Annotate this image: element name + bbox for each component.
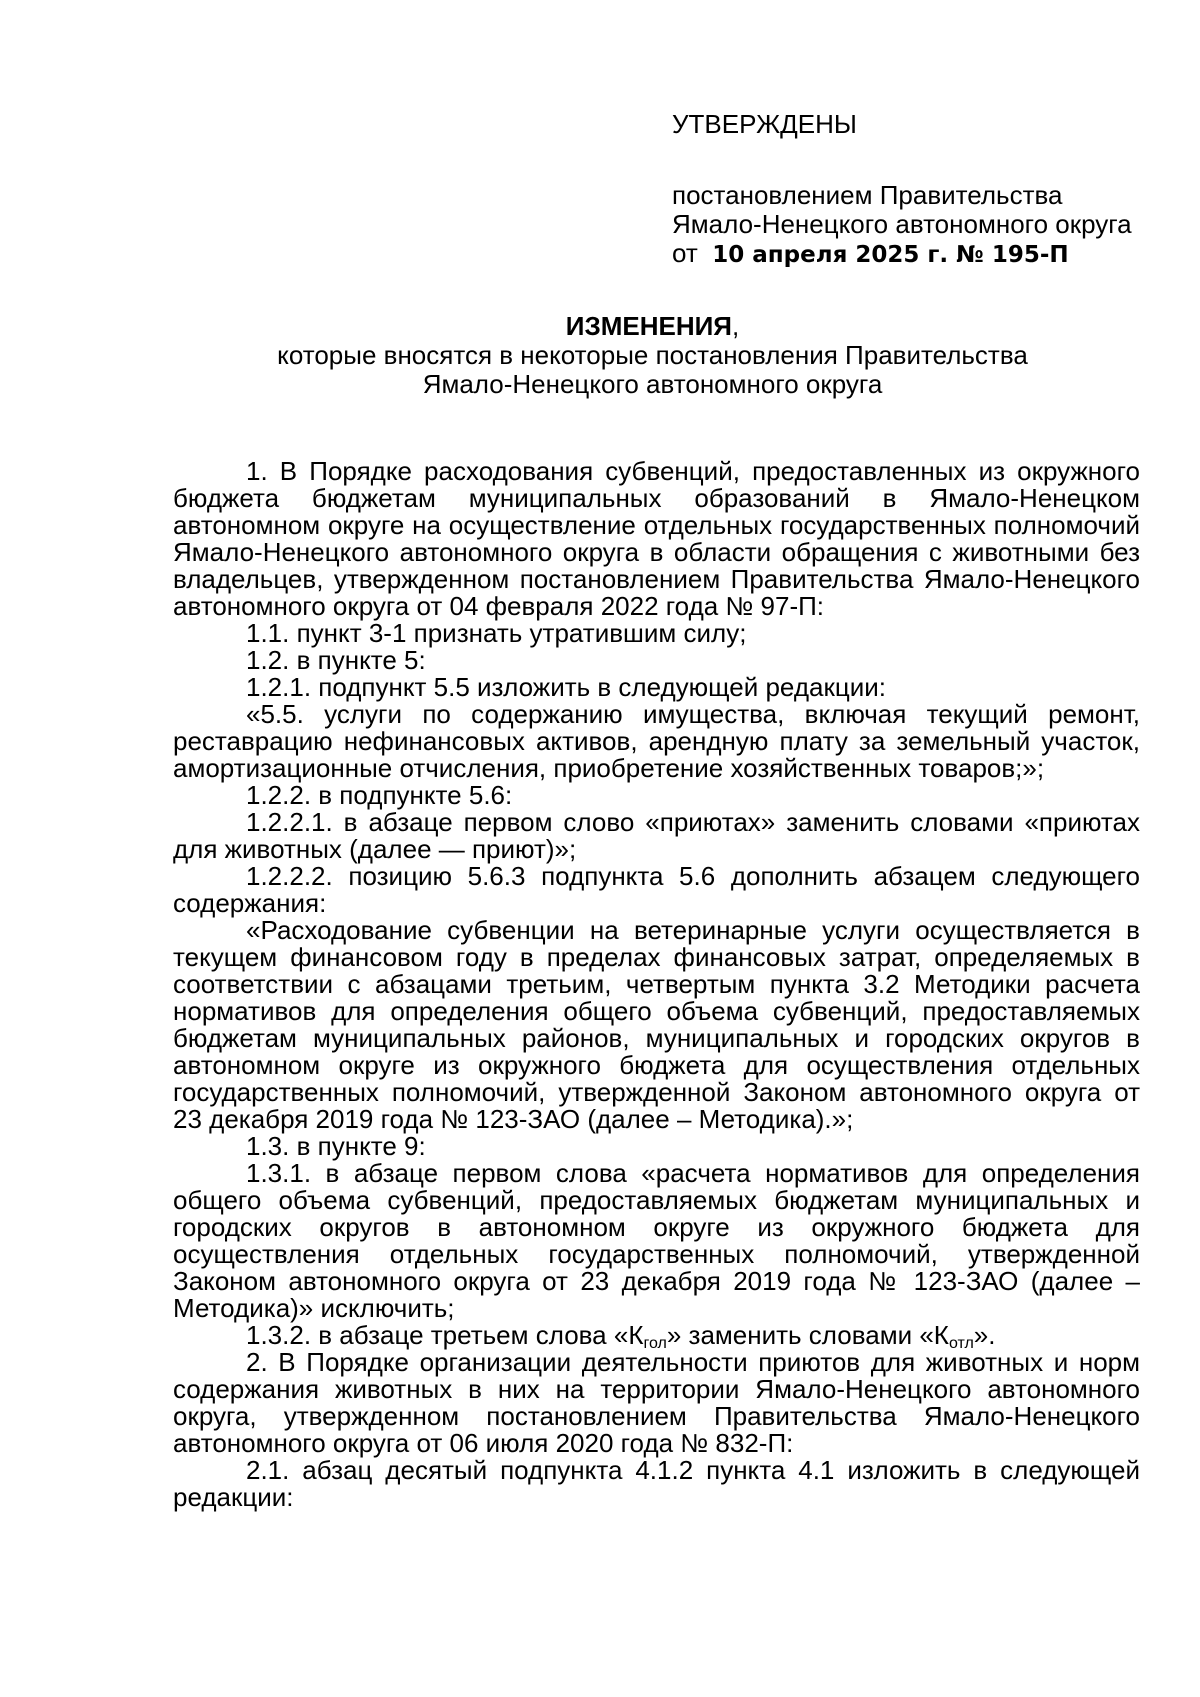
approval-line-1: постановлением Правительства	[672, 180, 1063, 210]
heading-subtitle-2: Ямало-Ненецкого автономного округа	[422, 369, 883, 399]
approval-line-2: Ямало-Ненецкого автономного округа	[672, 209, 1132, 239]
heading-title-suffix: ,	[732, 311, 740, 341]
p12-part3: ».	[973, 1320, 996, 1350]
paragraph-1-2-2-1: 1.2.2.1. в абзаце первом слово «приютах» заменить словами «приютах для животных (далее — приют)»;	[173, 807, 1140, 864]
approval-block	[672, 110, 1152, 270]
paragraph-1-2-2: 1.2.2. в подпункте 5.6:	[246, 780, 513, 810]
p12-part2: » заменить словами «К	[666, 1320, 949, 1350]
document-number: 10 апреля 2025 г. № 195-П	[712, 242, 1069, 268]
paragraph-2-1: 2.1. абзац десятый подпункта 4.1.2 пункта 4.1 изложить в следующей редакции:	[173, 1455, 1140, 1512]
date-prefix: от	[672, 238, 698, 268]
paragraph-1-2-2-2: 1.2.2.2. позицию 5.6.3 подпункта 5.6 дополнить абзацем следующего содержания:	[173, 861, 1140, 918]
paragraph-1-2-1: 1.2.1. подпункт 5.5 изложить в следующей редакции:	[246, 672, 886, 702]
paragraph-quote-5-5: «5.5. услуги по содержанию имущества, включая текущий ремонт, реставрацию нефинансовых активов, арендную плату за земельный участок, амортизационные отчисления, приобретение хозяйственных товаров;»;	[173, 699, 1140, 783]
paragraph-1-3-2	[173, 1320, 1140, 1352]
approval-date-line	[672, 239, 1152, 270]
document-body	[173, 458, 1140, 1511]
paragraph-1-3-1: 1.3.1. в абзаце первом слова «расчета нормативов для определения общего объема субвенций, предоставляемых бюджетам муниципальных и городских округов в автономном округе из окружного бюджета для осуществления отдельных государственных полномочий, утвержденной Законом автономного округа от 23 декабря 2019 года № 123-ЗАО (далее – Методика)» исключить;	[173, 1158, 1140, 1323]
paragraph-1: 1. В Порядке расходования субвенций, предоставленных из окружного бюджета бюджетам муниципальных образований в Ямало-Ненецком автономном округе на осуществление отдельных государственных полномочий Ямало-Ненецкого автономного округа в области обращения с животными без владельцев, утвержденном постановлением Правительства Ямало-Ненецкого автономного округа от 04 февраля 2022 года № 97-П:	[173, 456, 1140, 621]
paragraph-quote-vet: «Расходование субвенции на ветеринарные услуги осуществляется в текущем финансовом году в пределах финансовых затрат, определяемых в соответствии с абзацами третьим, четвертым пункта 3.2 Методики расчета нормативов для определения общего объема субвенций, предоставляемых бюджетам муниципальных районов, муниципальных и городских округов в автономном округе из окружного бюджета для осуществления отдельных государственных полномочий, утвержденной Законом автономного округа от 23 декабря 2019 года № 123-ЗАО (далее – Методика).»;	[173, 915, 1140, 1134]
heading-title-line	[175, 312, 1130, 341]
paragraph-1-3: 1.3. в пункте 9:	[246, 1131, 426, 1161]
paragraph-1-1: 1.1. пункт 3-1 признать утратившим силу;	[246, 618, 747, 648]
paragraph-1-2: 1.2. в пункте 5:	[246, 645, 426, 675]
paragraph-2: 2. В Порядке организации деятельности приютов для животных и норм содержания животных в них на территории Ямало-Ненецкого автономного округа, утвержденном постановлением Правительства Ямало-Ненецкого автономного округа от 06 июля 2020 года № 832-П:	[173, 1347, 1140, 1458]
p12-sub1: гол	[643, 1335, 667, 1352]
document-heading	[175, 312, 1130, 399]
p12-part1: 1.3.2. в абзаце третьем слова «К	[246, 1320, 644, 1350]
heading-subtitle-1: которые вносятся в некоторые постановления Правительства	[277, 340, 1028, 370]
approved-label: УТВЕРЖДЕНЫ	[672, 109, 857, 139]
heading-title: ИЗМЕНЕНИЯ	[565, 311, 732, 341]
p12-sub2: отл	[948, 1335, 974, 1352]
